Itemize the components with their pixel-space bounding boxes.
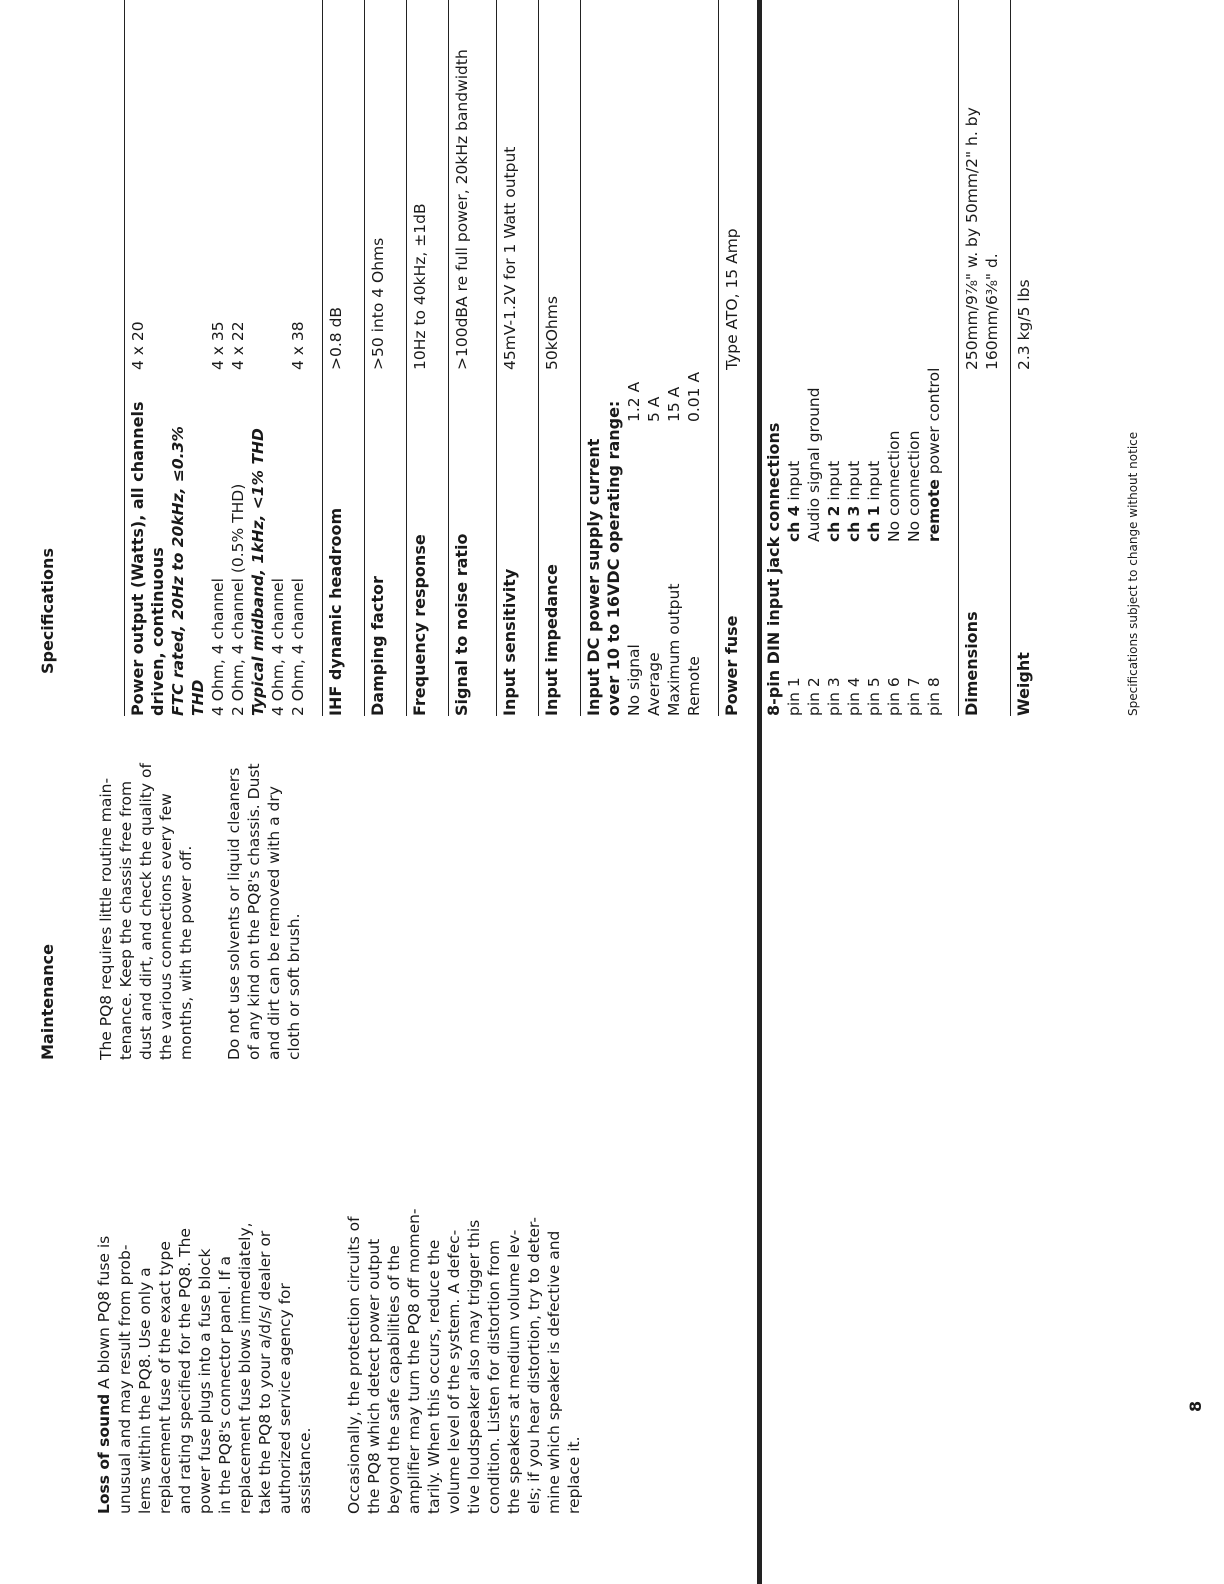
spec-value: 10Hz to 40kHz, ±1dB bbox=[411, 203, 429, 370]
line: ch 2 input bbox=[825, 460, 843, 542]
supply-label bbox=[584, 386, 704, 716]
line: replace it. bbox=[565, 1436, 583, 1514]
line: ch 1 input bbox=[865, 460, 883, 542]
line: and dirt can be removed with a dry bbox=[265, 786, 283, 1060]
maintenance-heading: Maintenance bbox=[38, 943, 57, 1060]
line: pin 5 bbox=[865, 677, 883, 716]
line: amplifier may turn the PQ8 off momen- bbox=[405, 1208, 423, 1514]
spec-value: Type ATO, 15 Amp bbox=[723, 228, 741, 370]
line: tive loudspeaker also may trigger this bbox=[465, 1219, 483, 1514]
line: 15 A bbox=[665, 386, 683, 422]
line: No connection bbox=[905, 430, 923, 542]
spec-label: Signal to noise ratio bbox=[452, 533, 471, 716]
line: pin 6 bbox=[885, 677, 903, 716]
loss-of-sound-lines bbox=[115, 1184, 315, 1514]
line: unusual and may result from prob- bbox=[116, 1244, 134, 1514]
line: ch 4 input bbox=[785, 460, 803, 542]
spec-label: Input impedance bbox=[542, 564, 561, 716]
power-output-values bbox=[128, 0, 308, 370]
maintenance-paragraph-1 bbox=[96, 720, 196, 1060]
line: in the PQ8's connector panel. If a bbox=[216, 1256, 234, 1514]
power-output-label bbox=[128, 386, 308, 716]
line: volume level of the system. A defec- bbox=[445, 1229, 463, 1514]
spec-table bbox=[124, 0, 1052, 716]
line: the speakers at medium volume lev- bbox=[505, 1229, 523, 1514]
line: 4 x 38 bbox=[289, 321, 307, 370]
spec-value: 50kOhms bbox=[543, 296, 561, 370]
spec-label: IHF dynamic headroom bbox=[326, 507, 345, 716]
line: Typical midband, 1kHz, <1% THD bbox=[249, 428, 267, 716]
line: Audio signal ground bbox=[805, 387, 823, 542]
line: els; if you hear distortion, try to deter- bbox=[525, 1216, 543, 1514]
line: over 10 to 16VDC operating range: bbox=[604, 400, 623, 716]
line: replacement fuse of the exact type bbox=[156, 1241, 174, 1514]
spec-row bbox=[538, 0, 580, 716]
line: driven, continuous bbox=[148, 547, 167, 716]
line: FTC rated, 20Hz to 20kHz, ≤0.3% bbox=[169, 426, 187, 716]
spec-value: 45mV-1.2V for 1 Watt output bbox=[501, 146, 519, 370]
line: pin 7 bbox=[905, 677, 923, 716]
line: 5 A bbox=[645, 396, 663, 422]
page-number: 8 bbox=[1186, 1400, 1205, 1412]
spec-value: >100dBA re full power, 20kHz bandwidth bbox=[453, 49, 471, 370]
line: 0.01 A bbox=[685, 371, 703, 422]
spec-row-fuse bbox=[718, 0, 760, 716]
line: 4 Ohm, 4 channel bbox=[209, 578, 227, 716]
spec-label: Frequency response bbox=[410, 534, 429, 716]
line: Average bbox=[645, 652, 663, 716]
line: Input DC power supply current bbox=[584, 438, 603, 716]
line: Remote bbox=[685, 656, 703, 716]
spec-row-dimensions bbox=[958, 0, 1010, 716]
line: 8-pin DIN input jack connections bbox=[764, 422, 783, 716]
line: Occasionally, the protection circuits of bbox=[345, 1216, 363, 1514]
specs-footer-note: Specifications subject to change without notice bbox=[1126, 431, 1140, 716]
spec-row bbox=[364, 0, 406, 716]
line: 4 x 35 bbox=[209, 321, 227, 370]
line: replacement fuse blows immediately, bbox=[236, 1222, 254, 1514]
line: tenance. Keep the chassis free from bbox=[117, 780, 135, 1060]
loss-of-sound-paragraph bbox=[94, 1184, 315, 1514]
line: pin 4 bbox=[845, 677, 863, 716]
spec-row-power-output bbox=[124, 0, 322, 716]
spec-label: Input sensitivity bbox=[500, 568, 519, 716]
spec-row-din bbox=[760, 0, 958, 716]
din-values bbox=[784, 142, 944, 542]
spec-row bbox=[406, 0, 448, 716]
spec-row bbox=[322, 0, 364, 716]
spec-value: >50 into 4 Ohms bbox=[369, 237, 387, 370]
line: ch 3 input bbox=[845, 460, 863, 542]
spec-row-supply bbox=[580, 0, 718, 716]
line: of any kind on the PQ8's chassis. Dust bbox=[245, 763, 263, 1060]
line: condition. Listen for distortion from bbox=[485, 1240, 503, 1514]
line: cloth or soft brush. bbox=[285, 913, 303, 1060]
line: and rating specified for the PQ8. The bbox=[176, 1228, 194, 1514]
spec-value: >0.8 dB bbox=[327, 306, 345, 370]
line: 2 Ohm, 4 channel (0.5% THD) bbox=[229, 483, 247, 716]
spec-label: Damping factor bbox=[368, 576, 387, 716]
line: 1.2 A bbox=[625, 381, 643, 422]
loss-of-sound-text bbox=[94, 1184, 115, 1514]
spec-row bbox=[448, 0, 496, 716]
line: remote power control bbox=[925, 367, 943, 542]
line: take the PQ8 to your a/d/s/ dealer or bbox=[256, 1230, 274, 1514]
line: 160mm/6⅜" d. bbox=[983, 253, 1001, 370]
line: months, with the power off. bbox=[177, 845, 195, 1060]
spec-label: Power fuse bbox=[722, 615, 741, 716]
line: THD bbox=[189, 679, 207, 716]
line: the various connections every few bbox=[157, 793, 175, 1060]
line: pin 2 bbox=[805, 677, 823, 716]
line: beyond the safe capabilities of the bbox=[385, 1245, 403, 1514]
line: pin 8 bbox=[925, 677, 943, 716]
line: pin 3 bbox=[825, 677, 843, 716]
line: mine which speaker is defective and bbox=[545, 1230, 563, 1514]
line: A blown PQ8 fuse is bbox=[95, 1235, 113, 1394]
line: Do not use solvents or liquid cleaners bbox=[225, 767, 243, 1060]
line: lems within the PQ8. Use only a bbox=[136, 1267, 154, 1514]
spec-label: Weight bbox=[1014, 652, 1033, 716]
supply-values bbox=[624, 22, 704, 422]
line: 4 x 22 bbox=[229, 321, 247, 370]
protection-paragraph bbox=[344, 1174, 584, 1514]
loss-of-sound-title: Loss of sound bbox=[95, 1393, 113, 1514]
spec-row bbox=[496, 0, 538, 716]
spec-value: 2.3 kg/5 lbs bbox=[1015, 279, 1033, 370]
line: 250mm/9⅞" w. by 50mm/2" h. by bbox=[963, 107, 981, 370]
line: 4 x 20 bbox=[129, 321, 147, 370]
line: 4 Ohm, 4 channel bbox=[269, 578, 287, 716]
line: 2 Ohm, 4 channel bbox=[289, 578, 307, 716]
spec-label: Dimensions bbox=[962, 611, 981, 716]
line: Maximum output bbox=[665, 583, 683, 716]
specifications-heading: Specifications bbox=[38, 548, 57, 674]
line: tarily. When this occurs, reduce the bbox=[425, 1239, 443, 1514]
spec-row-weight bbox=[1010, 0, 1052, 716]
line: pin 1 bbox=[785, 677, 803, 716]
line: dust and dirt, and check the quality of bbox=[137, 763, 155, 1060]
line: the PQ8 which detect power output bbox=[365, 1238, 383, 1514]
maintenance-paragraph-2 bbox=[224, 720, 304, 1060]
line: Power output (Watts), all channels bbox=[128, 401, 147, 716]
line: authorized service agency for bbox=[276, 1283, 294, 1514]
line: No signal bbox=[625, 644, 643, 716]
line: No connection bbox=[885, 430, 903, 542]
dimensions-value bbox=[962, 0, 1002, 370]
line: power fuse plugs into a fuse block bbox=[196, 1248, 214, 1514]
line: assistance. bbox=[296, 1427, 314, 1514]
line: The PQ8 requires little routine main- bbox=[97, 777, 115, 1060]
